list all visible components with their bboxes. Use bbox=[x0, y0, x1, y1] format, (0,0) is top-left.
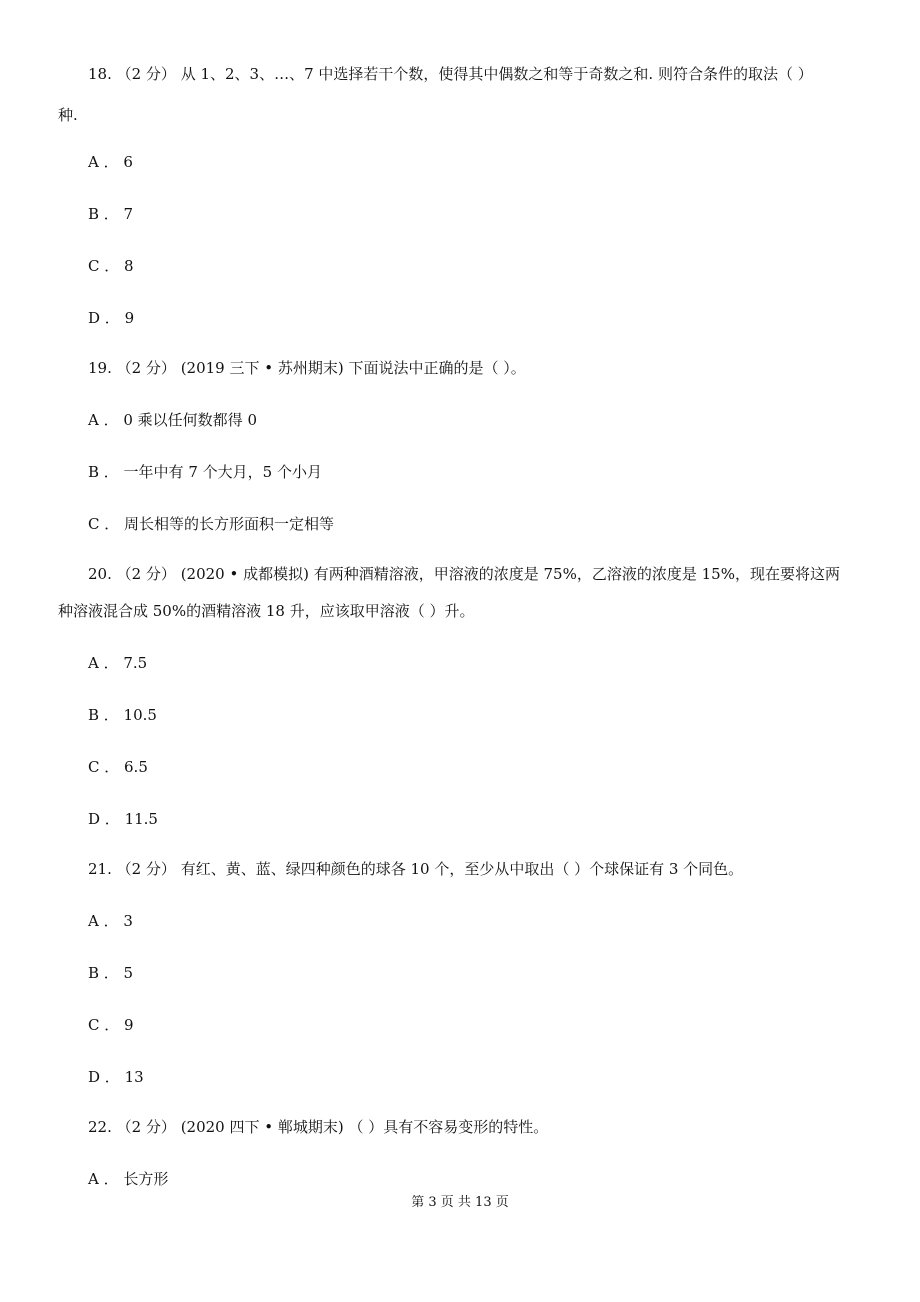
question-20-text-continued: 种溶液混合成 50%的酒精溶液 18 升，应该取甲溶液（ ）升。 bbox=[58, 602, 475, 620]
question-21-text: 21. （2 分） 有红、黄、蓝、绿四种颜色的球各 10 个，至少从中取出（ ）个球保证有 3 个同色。 bbox=[88, 860, 744, 878]
question-19-option-c: C ． 周长相等的长方形面积一定相等 bbox=[88, 515, 335, 533]
question-18-option-b: B ． 7 bbox=[88, 205, 134, 223]
question-20-option-b: B ． 10.5 bbox=[88, 706, 157, 724]
question-19-option-b: B ． 一年中有 7 个大月，5 个小月 bbox=[88, 463, 322, 481]
question-21-option-b: B ． 5 bbox=[88, 964, 134, 982]
question-22-text: 22. （2 分） (2020 四下 • 郸城期末) （ ）具有不容易变形的特性。 bbox=[88, 1118, 549, 1136]
question-18-option-c: C ． 8 bbox=[88, 257, 134, 275]
page-footer: 第 3 页 共 13 页 bbox=[411, 1195, 509, 1210]
question-20-option-c: C ． 6.5 bbox=[88, 758, 148, 776]
question-18-option-d: D ． 9 bbox=[88, 309, 135, 327]
question-20-text: 20. （2 分） (2020 • 成都模拟) 有两种酒精溶液，甲溶液的浓度是 75%，乙溶液的浓度是 15%，现在要将这两 bbox=[88, 565, 840, 583]
question-19-option-a: A ． 0 乘以任何数都得 0 bbox=[88, 411, 257, 429]
question-21-option-a: A ． 3 bbox=[88, 912, 133, 930]
question-20-option-d: D ． 11.5 bbox=[88, 810, 158, 828]
question-21-option-d: D ． 13 bbox=[88, 1068, 144, 1086]
question-20-option-a: A ． 7.5 bbox=[88, 654, 148, 672]
question-18-option-a: A ． 6 bbox=[88, 153, 133, 171]
question-21-option-c: C ． 9 bbox=[88, 1016, 134, 1034]
question-22-option-a: A ． 长方形 bbox=[88, 1170, 169, 1188]
question-18-text: 18. （2 分） 从 1、2、3、…、7 中选择若干个数，使得其中偶数之和等于奇数之和. 则符合条件的取法（ ） bbox=[88, 65, 813, 83]
question-18-text-continued: 种. bbox=[58, 106, 78, 124]
question-19-text: 19. （2 分） (2019 三下 • 苏州期末) 下面说法中正确的是（ ）。 bbox=[88, 359, 526, 377]
